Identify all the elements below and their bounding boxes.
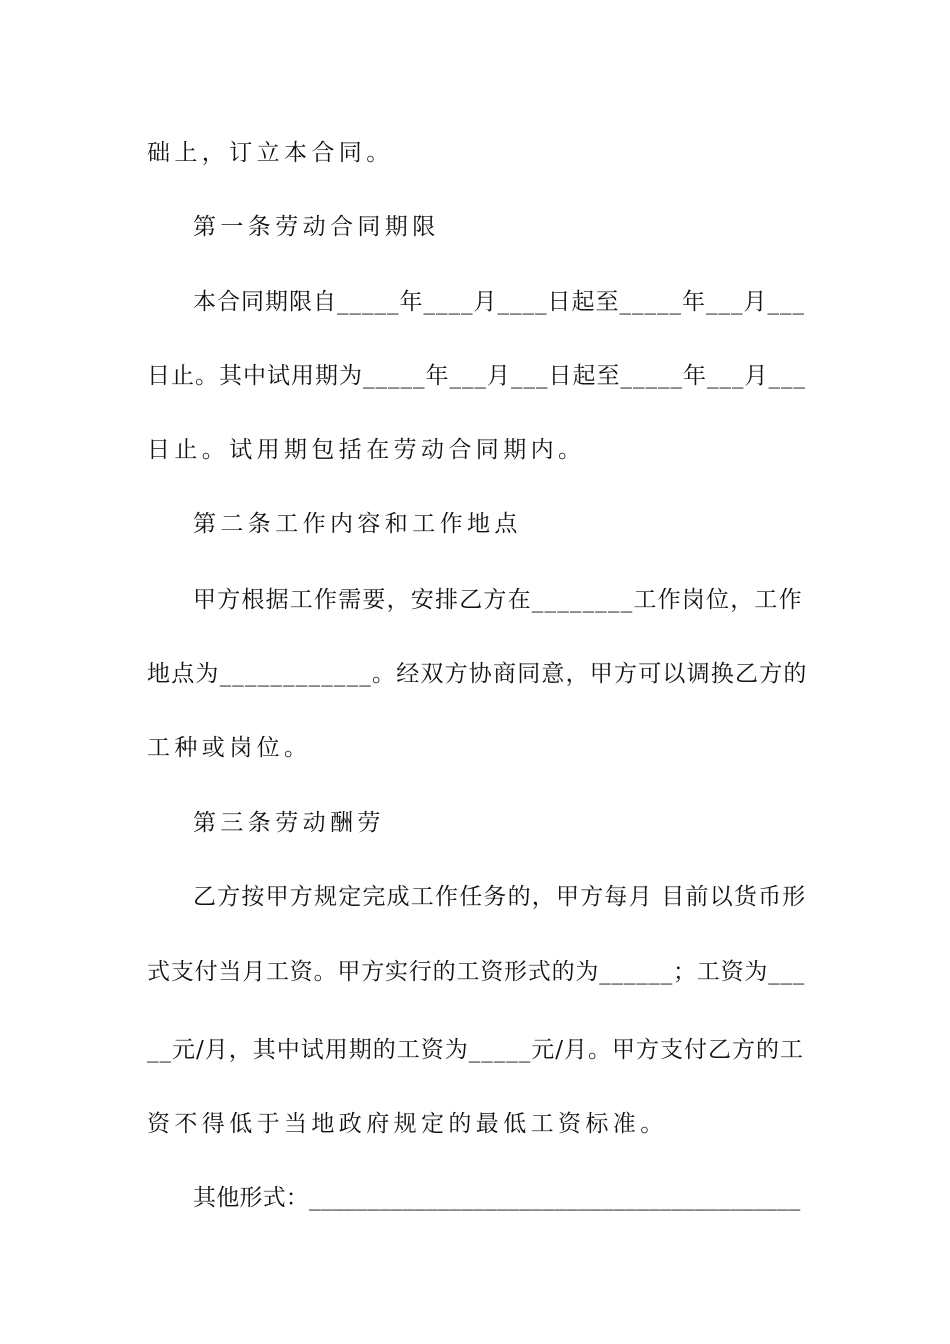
text-line: 其他形式：__________________________________________: [193, 1185, 801, 1211]
section-heading: 第三条劳动酬劳: [193, 810, 385, 836]
text-line: 础上，订立本合同。: [147, 140, 394, 166]
section-heading: 第一条劳动合同期限: [193, 214, 440, 240]
text-line: 工种或岗位。: [147, 735, 312, 761]
text-line: 日止。其中试用期为_____年___月___日起至_____年___月___: [147, 363, 806, 389]
text-line: __元/月，其中试用期的工资为_____元/月。甲方支付乙方的工: [147, 1037, 804, 1063]
text-line: 地点为____________。经双方协商同意，甲方可以调换乙方的: [147, 661, 808, 687]
text-line: 乙方按甲方规定完成工作任务的，甲方每月 目前以货币形: [193, 884, 807, 910]
section-heading: 第二条工作内容和工作地点: [193, 511, 522, 537]
text-line: 甲方根据工作需要，安排乙方在________工作岗位，工作: [193, 587, 803, 613]
text-line: 日止。试用期包括在劳动合同期内。: [147, 437, 586, 463]
text-line: 本合同期限自_____年____月____日起至_____年___月___: [193, 289, 805, 315]
text-line: 资不得低于当地政府规定的最低工资标准。: [147, 1111, 668, 1137]
text-line: 式支付当月工资。甲方实行的工资形式的为______；工资为___: [147, 959, 806, 985]
